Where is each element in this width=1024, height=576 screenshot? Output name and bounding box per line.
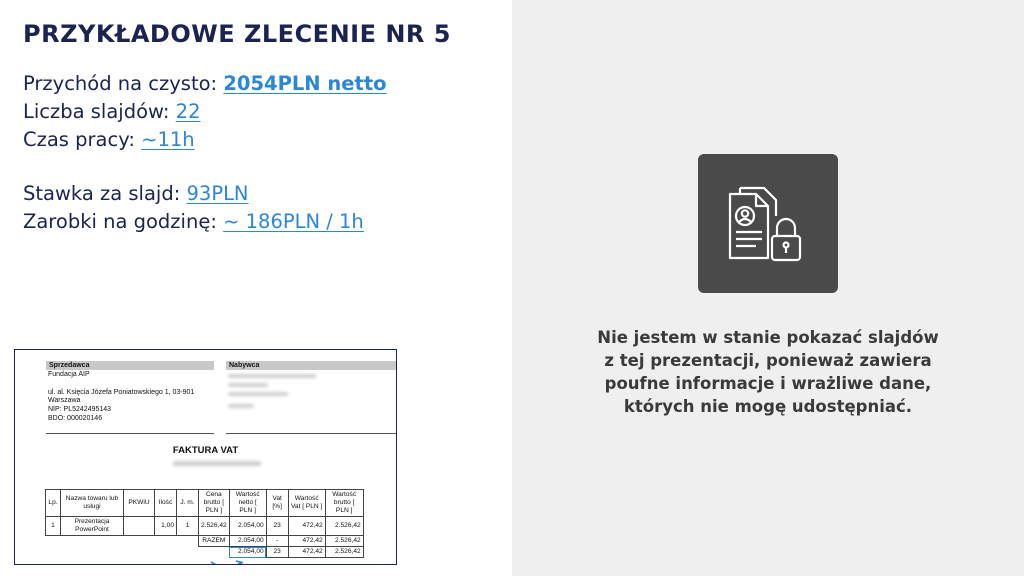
buyer-details-redacted [228, 374, 318, 413]
income-label: Przychód na czysto: [23, 72, 224, 95]
table-sum-row [46, 547, 364, 558]
time-label: Czas pracy: [23, 128, 142, 151]
seller-details [48, 371, 194, 424]
cell-vat-rate: 23 [266, 517, 288, 536]
seller-line: BDO: 000020146 [48, 414, 103, 422]
rate-label: Stawka za slajd: [23, 182, 187, 205]
seller-line: ul. al. Księcia Józefa Poniatowskiego 1, 03-901 [48, 388, 195, 396]
column-header: J. m. [177, 490, 199, 517]
rate-row [23, 180, 387, 208]
seller-line [48, 380, 194, 389]
cell-net-value: 2.054,00 [229, 517, 266, 536]
column-header: Vat [%] [266, 490, 288, 517]
slides-label: Liczba slajdów: [23, 100, 176, 123]
notice-line: poufne informacje i wrażliwe dane, [604, 374, 932, 393]
slides-row [23, 98, 387, 126]
time-row [23, 126, 387, 154]
cell-lp: 1 [46, 517, 61, 536]
cell-pkwiu [124, 517, 155, 536]
cell-vat-value: 472,42 [288, 517, 325, 536]
sum-net-highlighted: 2.054,00 [229, 547, 266, 558]
total-vat-rate: - [266, 536, 288, 547]
time-value: ~11h [141, 128, 195, 151]
sum-vat: 472,42 [288, 547, 325, 558]
hourly-row [23, 208, 387, 236]
seller-header: Sprzedawca [46, 361, 214, 370]
notice-line: Nie jestem w stanie pokazać slajdów [597, 328, 939, 347]
cell-unit: 1 [177, 517, 199, 536]
column-header: Lp. [46, 490, 61, 517]
hourly-label: Zarobki na godzinę: [23, 210, 224, 233]
column-header: PKWiU [124, 490, 155, 517]
total-vat: 472,42 [288, 536, 325, 547]
total-gross: 2.526,42 [325, 536, 363, 547]
rate-value: 93PLN [186, 182, 249, 205]
notice-line: z tej prezentacji, ponieważ zawiera [604, 351, 932, 370]
buyer-header: Nabywca [226, 361, 396, 370]
confidential-document-lock-icon [726, 180, 810, 268]
notice-line: których nie mogę udostępniać. [623, 397, 913, 416]
hourly-value: ~ 186PLN / 1h [223, 210, 364, 233]
cell-qty: 1,00 [155, 517, 177, 536]
column-header: Ilość [155, 490, 177, 517]
invoice-items-table [45, 489, 364, 558]
income-row [23, 70, 387, 98]
curved-arrow-icon [209, 558, 245, 565]
seller-line: Fundacja AIP [48, 371, 90, 378]
invoice-number-redacted [173, 461, 261, 471]
sum-gross: 2.526,42 [325, 547, 363, 558]
invoice-title: FAKTURA VAT [172, 445, 239, 456]
sum-vat-rate: 23 [266, 547, 288, 558]
divider [226, 433, 396, 434]
confidential-notice [560, 326, 976, 418]
invoice-image [14, 349, 397, 565]
column-header: Wartość netto [ PLN ] [229, 490, 266, 517]
column-header: Wartość brutto [ PLN ] [325, 490, 363, 517]
seller-line: NIP: PL5242495143 [48, 406, 112, 414]
total-label: RAZEM [199, 536, 230, 547]
column-header: Wartość Vat [ PLN ] [288, 490, 325, 517]
stats-block [23, 70, 387, 236]
seller-line: Warszawa [48, 397, 81, 405]
slides-value: 22 [175, 100, 201, 123]
column-header: Nazwa towaru lub usługi [61, 490, 124, 517]
table-row [46, 517, 364, 536]
income-value: 2054PLN netto [223, 72, 387, 95]
confidential-icon-box [698, 154, 838, 293]
cell-gross-price: 2.526,42 [199, 517, 230, 536]
total-net: 2.054,00 [229, 536, 266, 547]
table-header-row [46, 490, 364, 517]
slide-title: PRZYKŁADOWE ZLECENIE NR 5 [23, 20, 451, 48]
divider [46, 433, 214, 434]
column-header: Cena brutto [ PLN ] [199, 490, 230, 517]
table-total-row [46, 536, 364, 547]
cell-gross-value: 2.526,42 [325, 517, 363, 536]
cell-name: Prezentacja PowerPoint [61, 517, 124, 536]
